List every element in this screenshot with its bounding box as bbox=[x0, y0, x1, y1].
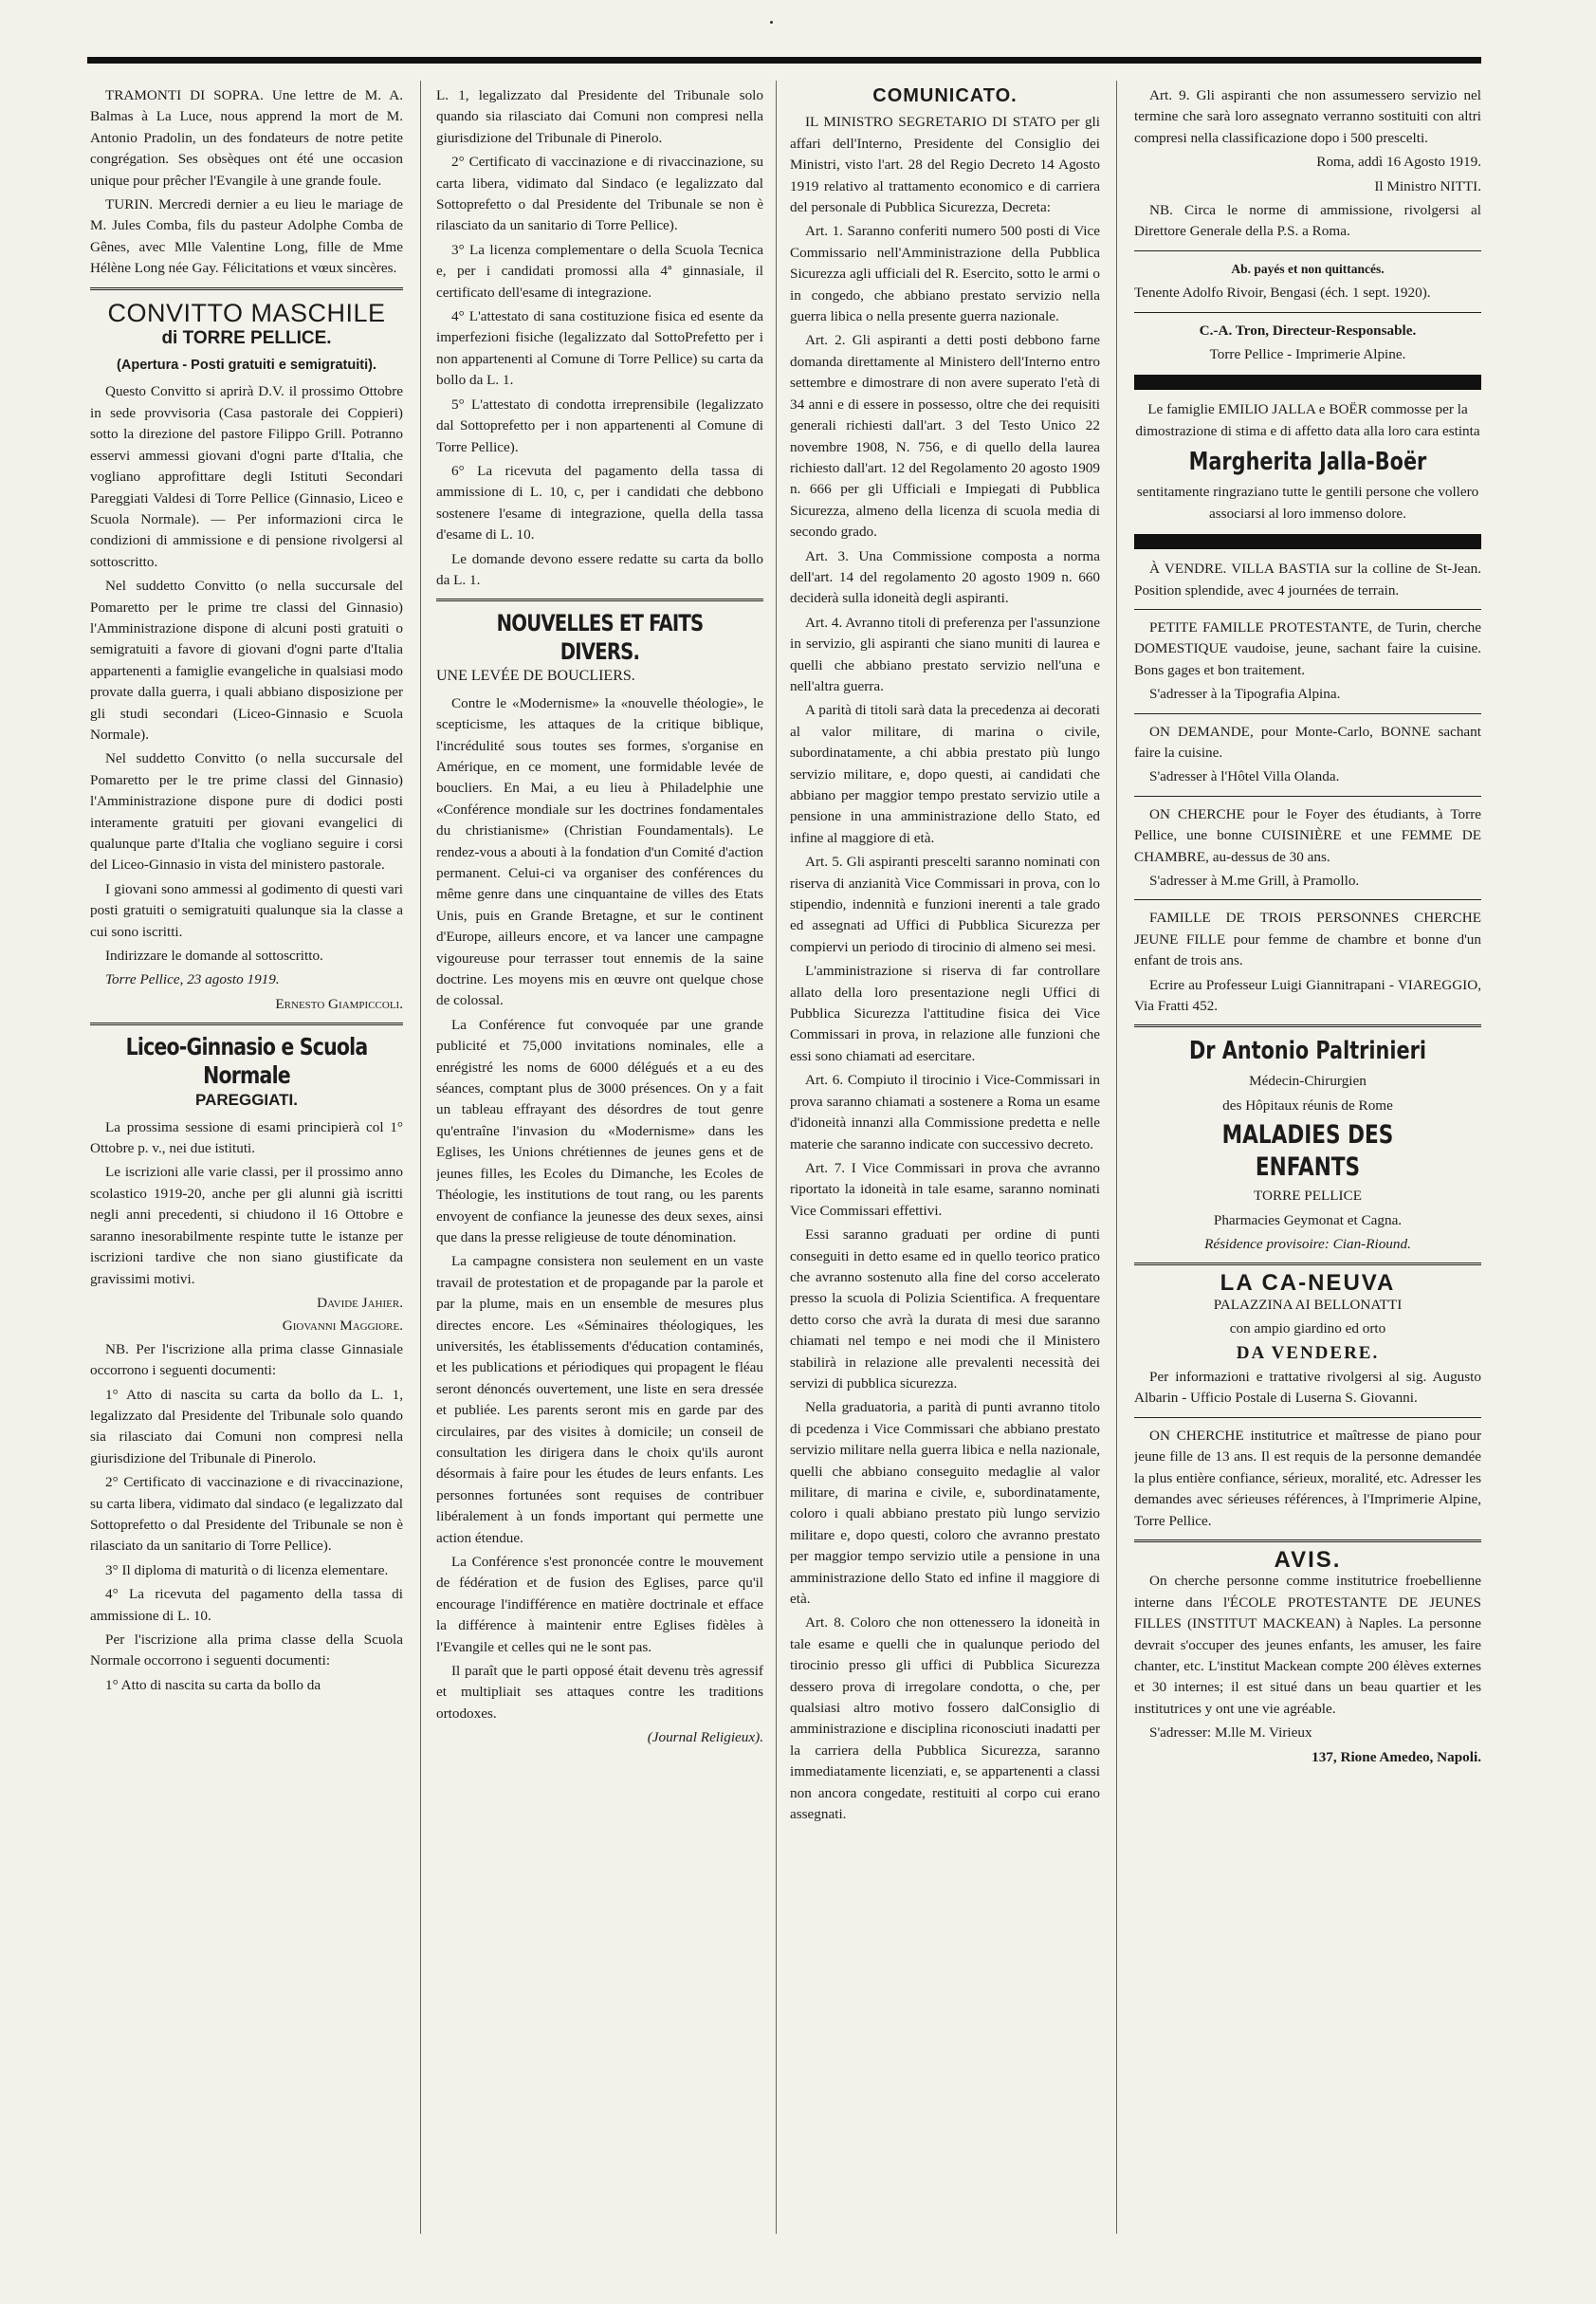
liceo-document: 1° Atto di nascita su carta da bollo da L. 1, legalizzato dal Presidente del Tribunale solo quando sia rilasciato dai Comuni non compresi nella giurisdizione del Tribunale di Pinerolo. bbox=[90, 1386, 403, 1466]
divider bbox=[1134, 796, 1481, 797]
black-bar bbox=[1134, 534, 1481, 549]
divider bbox=[1134, 1024, 1481, 1027]
nouvelles-paragraph: Contre le «Modernisme» la «nouvelle théologie», le scepticisme, les attaques de la critique biblique, l'incrédulité sous toutes ses formes, s'organise en Amérique, en ce moment, une formidable levée de boucliers. En Mai, a eu lieu à Philadelphie une «Conférence mondiale sur les doctrines fondamentales du christianisme» (Christian Foundamentals). Le rendez-vous a abouti à la fondation d'un Comité d'action permanent. Celui-ci va organiser des conférences du même genre dans une cinquantaine de villes des Etats Unis, puis en Grande Bretagne, et sur le continent d'Europe, ailleurs encore, et va lancer une campagne vigoureuse pour terrasser tout ennemis de la saine doctrine. Les moyens mis en œuvre ont quelque chose de colossal. bbox=[436, 694, 763, 1009]
divider bbox=[1134, 250, 1481, 251]
avis-address: S'adresser: M.lle M. Virieux bbox=[1149, 1724, 1312, 1742]
caneuva-sale: DA VENDERE. bbox=[1236, 1342, 1380, 1363]
ad-trois-contact: Ecrire au Professeur Luigi Giannitrapani - VIAREGGIO, Via Fratti 452. bbox=[1134, 976, 1481, 1014]
comunicato-article: Art. 5. Gli aspiranti prescelti saranno nominati con riserva di anzianità Vice Commissari in prova, con lo stipendio, indennità e funzioni inerenti a tale grado ed assegnati ad Uffici di Pubblica Sicurezza per compiervi un periodo di tirocinio di almeno sei mesi. bbox=[790, 854, 1100, 955]
liceo-subtitle: PAREGGIATI. bbox=[195, 1091, 298, 1110]
liceo-paragraph: Le iscrizioni alle varie classi, per il prossimo anno scolastico 1919-20, anche per gli alunni già iscritti negli anni precedenti, si chiudono il 16 Ottobre e saranno inesorabilmente respinte tutte le istanze per iscrizioni tardive che non siano giustificate da gravissimi motivi. bbox=[90, 1164, 403, 1287]
abonnements-text: Tenente Adolfo Rivoir, Bengasi (éch. 1 sept. 1920). bbox=[1134, 285, 1431, 302]
liceo-document: 6° La ricevuta del pagamento della tassa di ammissione di L. 10, c, per i candidati che debbono sostenere l'esame di integrazione, quella della tassa d'esame di L. 10. bbox=[436, 462, 763, 544]
ad-villa: À VENDRE. VILLA BASTIA sur la colline de St-Jean. Position splendide, avec 4 journées de terrain. bbox=[1134, 561, 1481, 599]
comunicato-article: Art. 8. Coloro che non ottenessero la idoneità in tale esame e quelli che in qualunque periodo del tirocinio presso gli uffici di Pubblica Sicurezza dessero prova di irregolare condotta, o che, per qualsiasi altro motivo fossero dalConsiglio di amministrazione e disciplina riconosciuti inadatti per la carriera della Pubblica Sicurezza, saranno immediatamente licenziati, e, se appartenenti a classi non ancora congedate, restituiti al corpo cui erano assegnati. bbox=[790, 1614, 1100, 1823]
avis-title: AVIS. bbox=[1274, 1546, 1342, 1573]
ad-famille: PETITE FAMILLE PROTESTANTE, de Turin, cherche DOMESTIQUE vaudoise, jeune, sachant faire la cuisine. Bons gages et bon traitement. bbox=[1134, 618, 1481, 678]
comunicato-signature: Il Ministro NITTI. bbox=[1374, 177, 1481, 194]
news-tramonti: TRAMONTI DI SOPRA. Une lettre de M. A. Balmas à La Luce, nous apprend la mort de M. Antonio Pradolin, un des fondateurs de notre petite congrégation. Ses obsèques ont été une occasion unique pour prêcher l'Evangile à une grande foule. bbox=[90, 87, 403, 189]
thanks-text: Le famiglie EMILIO JALLA e BOËR commosse per la dimostrazione di stima e di affetto data alla loro cara estinta bbox=[1135, 401, 1480, 439]
liceo-document: 4° La ricevuta del pagamento della tassa di ammissione di L. 10. bbox=[90, 1586, 403, 1624]
caneuva-line: con ampio giardino ed orto bbox=[1229, 1320, 1386, 1337]
doctor-line: TORRE PELLICE bbox=[1253, 1188, 1363, 1205]
column-4 bbox=[1134, 85, 1481, 1771]
divider bbox=[436, 599, 763, 601]
comunicato-date: Roma, addì 16 Agosto 1919. bbox=[1316, 154, 1481, 171]
comunicato-article: Essi saranno graduati per ordine di punti conseguiti in detto esame ed in quello teorico pratico che avranno sostenuto alla fine del corso accelerato presso la scuola di Polizia Scientifica. A frequentare detto corso che avrà la durata di mesi due saranno chiamati nel tempo e nei modi che il Ministero stabilirà in relazione alle prevalenti necessità dei servizi di pubblica sicurezza. bbox=[790, 1226, 1100, 1392]
column-divider bbox=[776, 81, 777, 2234]
comunicato-title: COMUNICATO. bbox=[872, 85, 1018, 106]
divider bbox=[90, 287, 403, 290]
nouvelles-title: NOUVELLES ET FAITS DIVERS. bbox=[496, 610, 704, 666]
liceo-nb: NB. Per l'iscrizione alla prima classe Ginnasiale occorrono i seguenti documenti: bbox=[90, 1340, 403, 1379]
nouvelles-subtitle: UNE LEVÉE DE BOUCLIERS. bbox=[436, 668, 635, 685]
liceo-document: Le domande devono essere redatte su carta da bollo da L. 1. bbox=[436, 550, 763, 588]
convitto-subtitle-2: (Apertura - Posti gratuiti e semigratuiti). bbox=[117, 358, 376, 374]
nouvelles-source: (Journal Religieux). bbox=[647, 1729, 763, 1746]
comunicato-article: A parità di titoli sarà data la precedenza ai decorati al valor militare, di marina o civile, subordinatamente, a chi abbia prestato più lungo servizio militare, e, dopo questi, ai candidati che abbiano per maggior tempo prestato servizio utile a pensione in una amministrazione dello Stato, ed infine al maggiore di età. bbox=[790, 702, 1100, 846]
column-1 bbox=[90, 85, 403, 1699]
column-2 bbox=[436, 85, 763, 1752]
caneuva-line: PALAZZINA AI BELLONATTI bbox=[1213, 1296, 1403, 1313]
ad-foyer: ON CHERCHE pour le Foyer des étudiants, à Torre Pellice, une bonne CUISINIÈRE et une FEMME DE CHAMBRE, au-dessus de 30 ans. bbox=[1134, 805, 1481, 865]
doctor-specialty: MALADIES DES ENFANTS bbox=[1221, 1120, 1394, 1183]
comunicato-article: Art. 1. Saranno conferiti numero 500 posti di Vice Commissario nell'Amministrazione della Pubblica Sicurezza agli ufficiali del R. Esercito, sotto le armi o in congedo, che abbiano prestato servizio nella guerra libica o nella presente guerra nazionale. bbox=[790, 223, 1100, 325]
doctor-line: des Hôpitaux réunis de Rome bbox=[1222, 1097, 1393, 1114]
nouvelles-paragraph: Il paraît que le parti opposé était devenu très agressif et multipliait ses attaques contre les traditions ortodoxes. bbox=[436, 1663, 763, 1722]
thanks-text: sentitamente ringraziano tutte le gentili persone che vollero associarsi al loro immenso dolore. bbox=[1136, 484, 1479, 522]
imprimerie: Torre Pellice - Imprimerie Alpine. bbox=[1209, 346, 1406, 363]
column-divider bbox=[420, 81, 421, 2234]
comunicato-article: Art. 3. Una Commissione composta a norma dell'art. 14 del regolamento 20 agosto 1909 n. 660 deciderà sulla idoneità degli aspiranti. bbox=[790, 547, 1100, 607]
divider bbox=[1134, 899, 1481, 900]
comunicato-nb: NB. Circa le norme di ammissione, rivolgersi al Direttore Generale della P.S. a Roma. bbox=[1134, 202, 1481, 240]
convitto-paragraph: Indirizzare le domande al sottoscritto. bbox=[105, 948, 323, 965]
divider bbox=[90, 1023, 403, 1025]
comunicato-article: Nella graduatoria, a parità di punti avranno titolo di pcedenza i Vice Commissari che abbiano prestato servizio militare nella guerra libica e nella nazionale, quelli che abbiano conseguito medaglie al valor militare, di marina e civile, e, subordinatamente, coloro i quali abbiano prestato più lungo servizio militare e, dopo questi, coloro che avranno prestato per maggior tempo servizio utile a pensione in una amministrazione dello Stato ed infine il maggiore di età. bbox=[790, 1399, 1100, 1608]
liceo-document: 4° L'attestato di sana costituzione fisica ed esente da imperfezioni fisiche (legalizzato dal SottoPrefetto per i non appartenenti al Comune di Torre Pellice) su carta da bollo da L. 1. bbox=[436, 308, 763, 389]
comunicato-article: Art. 9. Gli aspiranti che non assumessero servizio nel termine che sarà loro assegnato verranno sostituiti con altri compresi nella classificazione dopo i 500 prescelti. bbox=[1134, 87, 1481, 146]
liceo-document: 5° L'attestato di condotta irreprensibile (legalizzato dal Sottoprefetto per i non appartenenti al Comune di Torre Pellice). bbox=[436, 396, 763, 455]
ad-foyer-contact: S'adresser à M.me Grill, à Pramollo. bbox=[1149, 872, 1360, 889]
caneuva-contact: Per informazioni e trattative rivolgersi al sig. Augusto Albarin - Ufficio Postale di Luserna S. Giovanni. bbox=[1134, 1369, 1481, 1407]
liceo-paragraph: Per l'iscrizione alla prima classe della Scuola Normale occorrono i seguenti documenti: bbox=[90, 1631, 403, 1669]
comunicato-article: Art. 7. I Vice Commissari in prova che avranno riportato la idoneità in tale esame, saranno nominati Vice Commissari effettivi. bbox=[790, 1159, 1100, 1219]
nouvelles-paragraph: La Conférence s'est prononcée contre le mouvement de fédération et de fusion des Eglises, parce qu'il encourage l'indifférence en matière doctrinale et efface la différence à maintenir entre Eglises fidèles à l'Evangile et celles qui ne le sont pas. bbox=[436, 1554, 763, 1655]
speck bbox=[770, 21, 773, 24]
comunicato-article: Art. 4. Avranno titoli di preferenza per l'assunzione in servizio, gli aspiranti che siano muniti di laurea e quelli che abbiano prestato servizio nell'una e nell'altra guerra. bbox=[790, 614, 1100, 694]
gerant: C.-A. Tron, Directeur-Responsable. bbox=[1199, 322, 1417, 339]
convitto-paragraph: Nel suddetto Convitto (o nella succursale del Pomaretto per le tre prime classi del Ginnasio) l'Amministrazione dispone pure di dodici posti interamente gratuiti per giovani evangelici di qualunque parte d'Italia che vogliano seguire i corsi del Liceo-Ginnasio in vista del ministero pastorale. bbox=[90, 750, 403, 874]
avis-text: On cherche personne comme institutrice froebellienne interne dans l'ÉCOLE PROTESTANTE DE JEUNES FILLES (INSTITUT MACKEAN) à Naples. La personne devrait s'occuper des jeunes enfants, les amuser, les faire chanter, etc. L'institut Mackean compte 200 élèves externes et 30 internes; il est situé dans un beau quartier et les institutrices y ont une vie agréable. bbox=[1134, 1573, 1481, 1717]
convitto-paragraph: I giovani sono ammessi al godimento di questi vari posti gratuiti o semigratuiti qualunque sia la classe a cui sono iscritti. bbox=[90, 880, 403, 940]
news-turin: TURIN. Mercredi dernier a eu lieu le mariage de M. Jules Comba, fils du pasteur Adolphe Comba de Gênes, avec Mlle Valentine Long, fille de Mme Hélène Long née Gay. Félicitations et vœux sincères. bbox=[90, 196, 403, 277]
convitto-signature: Ernesto Giampiccoli. bbox=[275, 995, 403, 1012]
comunicato-intro: IL MINISTRO SEGRETARIO DI STATO per gli affari dell'Interno, Presidente del Consiglio dei Ministri, visto l'art. 28 del Regio Decreto 14 Agosto 1919 relativo al trattamento economico e di carriera del personale di Pubblica Sicurezza, Decreta: bbox=[790, 114, 1100, 216]
liceo-paragraph: La prossima sessione di esami principierà col 1° Ottobre p. v., nei due istituti. bbox=[90, 1118, 403, 1157]
abonnements-title: Ab. payés et non quittancés. bbox=[1231, 261, 1385, 276]
doctor-name: Dr Antonio Paltrinieri bbox=[1189, 1037, 1426, 1066]
liceo-document: 3° Il diploma di maturità o di licenza elementare. bbox=[105, 1561, 389, 1578]
liceo-document: 3° La licenza complementare o della Scuola Tecnica e, per i candidati promossi alla 4ª ginnasiale, il certificato dell'esame di integrazione. bbox=[436, 241, 763, 301]
liceo-signature: Giovanni Maggiore. bbox=[282, 1318, 403, 1335]
thanks-name: Margherita Jalla-Boër bbox=[1188, 448, 1427, 477]
ad-institutrice: ON CHERCHE institutrice et maîtresse de piano pour jeune fille de 13 ans. Il est requis de la personne demandée la plus entière confiance, sérieux, moralité, etc. Adresser les demandes avec sérieuses références, à l'Imprimerie Alpine, Torre Pellice. bbox=[1134, 1427, 1481, 1529]
comunicato-article: Art. 2. Gli aspiranti a detti posti debbono farne domanda direttamente al Ministero dell'Interno entro settembre e dimostrare di non avere superato l'età di 34 anni e di essere in possesso, oltre che dei requisiti generali richiesti dall'art. 3 del Testo Unico 22 novembre 1908, N. 756, e di quello della laurea richiesto dall'art. 12 del Regolamento 20 agosto 1909 n. 666 per gli Ufficiali e Impiegati di Pubblica Sicurezza, almeno della licenza di scuola media di secondo grado. bbox=[790, 332, 1100, 541]
ad-bonne: ON DEMANDE, pour Monte-Carlo, BONNE sachant faire la cuisine. bbox=[1134, 723, 1481, 761]
black-bar bbox=[1134, 375, 1481, 390]
divider bbox=[1134, 1263, 1481, 1265]
nouvelles-paragraph: La Conférence fut convoquée par une grande publicité et 75,000 invitations nominales, elle a enrégistré les noms de 6000 délégués et a eu des séances, comptant plus de 3000 présences. On y a fait un tableau effrayant des désordres de tout genre qu'entraîne l'invasion du «Modernisme» dans les Eglises, les Unions chrétiennes de jeunes gens et de jeunes filles, les Ecoles du Dimanche, les Ecoles de Théologie, les institutions de tout rang, ou les parents envoyent de confiance la jeunesse des deux sexes, ainsi que dans la presse religieuse de toute dénomination. bbox=[436, 1016, 763, 1245]
divider bbox=[1134, 713, 1481, 714]
comunicato-article: Art. 6. Compiuto il tirocinio i Vice-Commissari in prova saranno chiamati a sostenere a Roma un esame d'idoneità innanzi alla Commissione predetta e nelle materie che saranno indicate con successivo decreto. bbox=[790, 1072, 1100, 1152]
column-3 bbox=[790, 85, 1100, 1829]
nouvelles-paragraph: La campagne consistera non seulement en un vaste travail de protestation et de propagande par la parole et par la plume, mais en un ensemble de mesures plus directes encore. Les «Séminaires théologiques, les universités, les établissements d'éducation contaminés, et les publications et périodiques qui propagent le fléau seront dénoncés ouvertement, une liste en sera dressée et publiée. Les parents seront mis en garde par des circulaires, par des visites à domicile; un conseil de consultation les dirigera dans le choix qu'ils auront désormais à faire pour les études de leurs enfants. Les personnes fortunées sont requises de contribuer libéralement à un fonds important qui permette une action étendue. bbox=[436, 1253, 763, 1546]
doctor-line: Pharmacies Geymonat et Cagna. bbox=[1213, 1211, 1403, 1228]
caneuva-title: LA CA-NEUVA bbox=[1220, 1270, 1396, 1297]
comunicato-article: L'amministrazione si riserva di far controllare allato della loro presentazione negli Uffici di Pubblica Sicurezza l'attitudine fisica dei Vice Commissari in prova, in relazione alle funzioni che essi sono chiamati ad esercitare. bbox=[790, 963, 1100, 1064]
top-rule bbox=[87, 57, 1481, 64]
ad-trois: FAMILLE DE TROIS PERSONNES CHERCHE JEUNE FILLE pour femme de chambre et bonne d'un enfant de trois ans. bbox=[1134, 910, 1481, 969]
liceo-document: L. 1, legalizzato dal Presidente del Tribunale solo quando sia rilasciato dai Comuni non compresi nella giurisdizione del Tribunale di Pinerolo. bbox=[436, 87, 763, 146]
divider bbox=[1134, 1539, 1481, 1542]
convitto-paragraph: Questo Convitto si aprirà D.V. il prossimo Ottobre in sede provvisoria (Casa pastorale dei Coppieri) sotto la direzione del pastore Filippo Grill. Potranno esservi ammessi giovani d'ogni parte d'Italia, che vogliano approfittare degli Istituti Secondari Pareggiati Valdesi di Torre Pellice (Ginnasio, Liceo e Scuola Normale). — Per informazioni circa le condizioni di ammissione e di pensione rivolgersi al sottoscritto. bbox=[90, 383, 403, 570]
doctor-line: Résidence provisoire: Cian-Riound. bbox=[1204, 1236, 1411, 1253]
convitto-date: Torre Pellice, 23 agosto 1919. bbox=[105, 971, 280, 988]
liceo-document: 1° Atto di nascita su carta da bollo da bbox=[105, 1676, 321, 1693]
convitto-subtitle: di TORRE PELLICE. bbox=[161, 327, 332, 348]
doctor-line: Médecin-Chirurgien bbox=[1249, 1073, 1367, 1090]
liceo-signature: Davide Jahier. bbox=[317, 1294, 403, 1311]
convitto-paragraph: Nel suddetto Convitto (o nella succursale del Pomaretto per le prime tre classi del Ginnasio) l'Amministrazione dispone di alcuni posti gratuiti o semigratuiti a favore di giovani d'ogni parte d'Italia appartenenti a famiglie evangeliche in qualsiasi modo provate dalla guerra, i quali abbiano disposizione per gli studi secondari (Liceo-Ginnasio e Scuola Normale). bbox=[90, 578, 403, 743]
column-divider bbox=[1116, 81, 1117, 2234]
ad-bonne-contact: S'adresser à l'Hôtel Villa Olanda. bbox=[1149, 768, 1340, 785]
divider bbox=[1134, 609, 1481, 610]
ad-famille-contact: S'adresser à la Tipografia Alpina. bbox=[1149, 686, 1341, 703]
divider bbox=[1134, 1417, 1481, 1418]
liceo-document: 2° Certificato di vaccinazione e di rivaccinazione, su carta libera, vidimato dal Sindaco (e legalizzato dal Sottoprefetto o dal Presidente del Tribunale se non è rilasciato da un sanitario di Torre Pellice). bbox=[436, 154, 763, 234]
liceo-title: Liceo-Ginnasio e Scuola Normale bbox=[125, 1033, 368, 1090]
avis-address: 137, Rione Amedeo, Napoli. bbox=[1312, 1748, 1481, 1765]
liceo-document: 2° Certificato di vaccinazione e di rivaccinazione, su carta libera, vidimato dal sindaco (e legalizzato dal Sottoprefetto o dal Presidente del Tribunale se non è rilasciato da un sanitario di Torre Pellice). bbox=[90, 1474, 403, 1555]
divider bbox=[1134, 312, 1481, 313]
convitto-title: CONVITTO MASCHILE bbox=[107, 298, 386, 327]
